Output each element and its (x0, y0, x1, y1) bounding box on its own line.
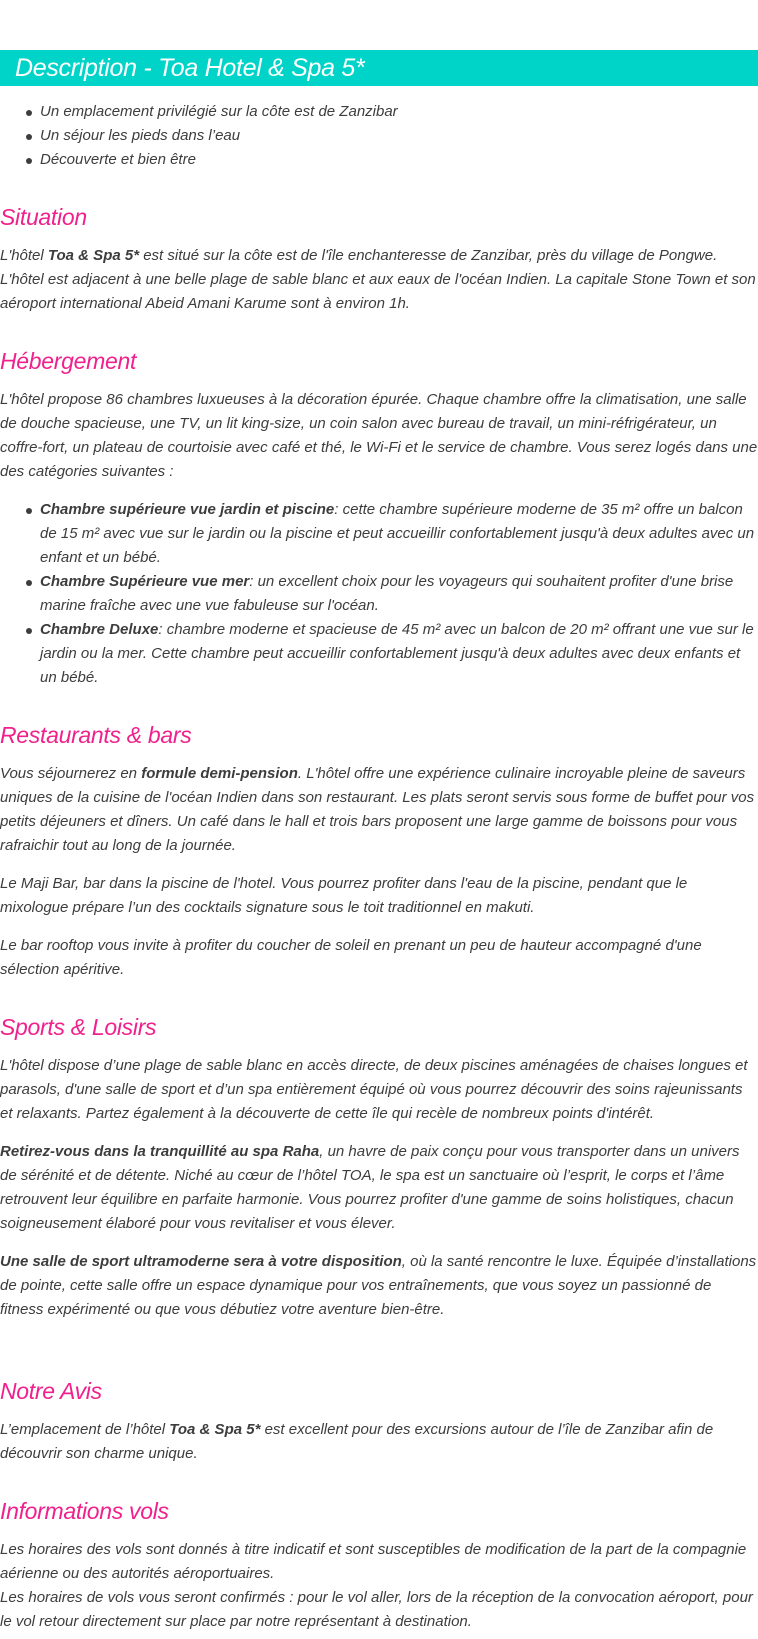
room-name: Chambre Supérieure vue mer (40, 573, 250, 590)
room-item (40, 570, 758, 618)
sports-paragraph-1: L'hôtel dispose d’une plage de sable blanc en accès directe, de deux piscines aménagées de chaises longues et parasols, d'une salle de sport et d’un spa entièrement équipé où vous pourrez découvrir des soins rajeunissants et relaxants. Partez également à la découverte de cette île qui recèle de nombreux points d'intérêt. (0, 1057, 748, 1122)
page-title: Description - Toa Hotel & Spa 5* (15, 53, 365, 82)
board-type: formule demi-pension (141, 765, 298, 782)
section-heading-avis: Notre Avis (0, 1378, 102, 1404)
text-run: . L'hôtel offre une expérience culinaire incroyable pleine de saveurs uniques de la cuisine de l'océan Indien dans son restaurant. Les plats seront servis sous forme de buffet pour vos petits déjeuners et dîners. Un café dans le hall et trois bars proposent une large gamme de boissons pour vous rafraichir tout au long de la journée. (0, 765, 755, 854)
text-run: est situé sur la côte est de l'île enchanteresse de Zanzibar, près du village de Pongwe. L'hôtel est adjacent à une belle plage de sable blanc et aux eaux de l'océan Indien. La capitale Stone Town et son aéroport international Abeid Amani Karume sont à environ 1h. (0, 247, 756, 312)
restaurants-paragraph-1 (0, 762, 758, 858)
room-name: Chambre supérieure vue jardin et piscine (40, 501, 335, 518)
section-heading-hebergement: Hébergement (0, 348, 137, 374)
text-run: L’emplacement de l’hôtel (0, 1421, 170, 1438)
highlight-item: Un séjour les pieds dans l’eau (40, 124, 758, 148)
restaurants-paragraph-3: Le bar rooftop vous invite à profiter du coucher de soleil en prenant un peu de hauteur accompagné d'une sélection apéritive. (0, 937, 702, 978)
avis-paragraph (0, 1418, 758, 1466)
text-run: Vous séjournerez en (0, 765, 142, 782)
content (0, 100, 758, 1634)
room-list (0, 498, 758, 690)
title-banner (0, 50, 758, 86)
section-heading-vols: Informations vols (0, 1498, 169, 1524)
text-run: , un havre de paix conçu pour vous transporter dans un univers de sérénité et de détente. Niché au cœur de l’hôtel TOA, le spa est un sanctuaire où l’esprit, le corps et l’âme retrouvent leur équilibre en parfaite harmonie. Vous pourrez profiter d'une gamme de soins holistiques, chacun soigneusement élaboré pour vous revitaliser et vous élever. (0, 1143, 740, 1232)
restaurants-paragraph-2: Le Maji Bar, bar dans la piscine de l'hotel. Vous pourrez profiter dans l'eau de la piscine, pendant que le mixologue prépare l’un des cocktails signature sous le toit traditionnel en makuti. (0, 875, 688, 916)
highlight-item: Découverte et bien être (40, 148, 758, 172)
highlight-item: Un emplacement privilégié sur la côte est de Zanzibar (40, 100, 758, 124)
sports-paragraph-2 (0, 1140, 758, 1236)
section-heading-situation: Situation (0, 204, 87, 230)
sports-paragraph-3 (0, 1250, 758, 1322)
hotel-name: Toa & Spa 5* (169, 1421, 261, 1438)
room-desc: : chambre moderne et spacieuse de 45 m² avec un balcon de 20 m² offrant une vue sur le jardin ou la mer. Cette chambre peut accueillir confortablement jusqu'à deux adultes avec deux enfants et un bébé. (40, 621, 754, 686)
text-run: , où la santé rencontre le luxe. Équipée d’installations de pointe, cette salle offre un espace dynamique pour vos entraînements, que vous soyez un passionné de fitness expérimenté ou que vous débutiez votre aventure bien-être. (0, 1253, 757, 1318)
room-name: Chambre Deluxe (40, 621, 159, 638)
room-item (40, 618, 758, 690)
hebergement-intro: L'hôtel propose 86 chambres luxueuses à la décoration épurée. Chaque chambre offre la climatisation, une salle de douche spacieuse, une TV, un lit king-size, un coin salon avec bureau de travail, un mini-réfrigérateur, un coffre-fort, un plateau de courtoisie avec café et thé, le Wi-Fi et le service de chambre. Vous serez logés dans une des catégories suivantes : (0, 391, 758, 480)
room-item (40, 498, 758, 570)
section-heading-sports: Sports & Loisirs (0, 1014, 157, 1040)
text-run: est excellent pour des excursions autour de l’île de Zanzibar afin de découvrir son charme unique. (0, 1421, 714, 1462)
vols-paragraph (0, 1538, 758, 1634)
spa-lead: Retirez-vous dans la tranquillité au spa Raha (0, 1143, 320, 1160)
vols-line-2: Les horaires de vols vous seront confirmés : pour le vol aller, lors de la réception de la convocation aéroport, pour le vol retour directement sur place par notre représentant à destination. (0, 1589, 753, 1630)
vols-line-1: Les horaires des vols sont donnés à titre indicatif et sont susceptibles de modification de la part de la compagnie aérienne ou des autorités aéroportuaires. (0, 1541, 747, 1582)
room-desc: : cette chambre supérieure moderne de 35 m² offre un balcon de 15 m² avec vue sur le jardin ou la piscine et peut accueillir confortablement jusqu'à deux adultes avec un enfant et un bébé. (40, 501, 755, 566)
room-desc: : un excellent choix pour les voyageurs qui souhaitent profiter d'une brise marine fraîche avec une vue fabuleuse sur l'océan. (40, 573, 734, 614)
text-run: L'hôtel (0, 247, 48, 264)
hotel-name: Toa & Spa 5* (47, 247, 140, 264)
situation-paragraph (0, 244, 758, 316)
highlights-list (0, 100, 758, 172)
section-heading-restaurants: Restaurants & bars (0, 722, 192, 748)
gym-lead: Une salle de sport ultramoderne sera à votre disposition (0, 1253, 402, 1270)
